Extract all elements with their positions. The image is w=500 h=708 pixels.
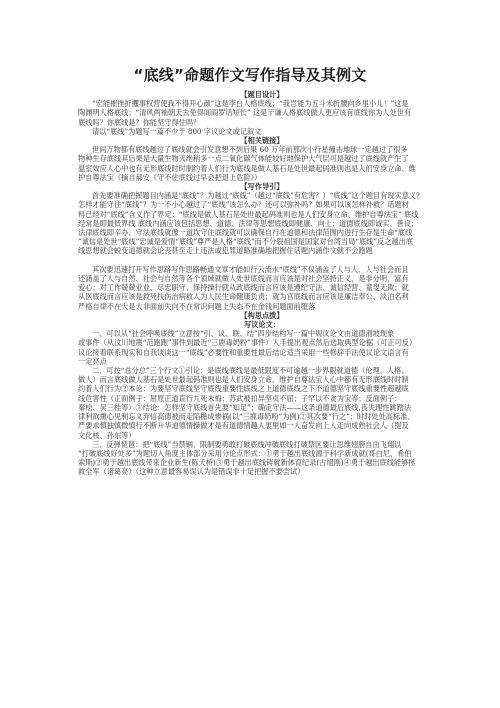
section-heading: 写议论文：	[244, 320, 280, 330]
body-text-line: 世间万物都有底线越过了底线就会引发意想不到后果 60 万年前那次小行星撞击地球一定越过了很多	[92, 145, 408, 155]
body-text-line: 三、反弹琵琶：把“底线”当禁锢、限制要勇敢打破底线冲破底线打破禁区要让思维翅膀自由飞翔以	[92, 439, 402, 449]
body-text-line: “打破底线好处多”为题切入角度主体部分采用分论点形式：①勇于越出底线源于科学新成就(哥白尼，希伯	[78, 448, 412, 458]
body-text-line: 护自尊法宝（摘自郝安《守不住底线过早会把退上危险》）	[78, 172, 262, 182]
paragraph-gap	[78, 256, 446, 265]
body-text-line: 请以“底线”为题写一篇不少于 800 字议论文或记叙文	[92, 126, 262, 136]
body-text-line: 其次要迅速打开写作思路写作思路畅通文章才能如行云流水“底线”不仅涵盖了人与人、人与社会而且	[92, 264, 409, 274]
body-text-line: 首先要准确把握题目内涵是“底线”？为越过“底线”（越过“底线”有危害？）“底线”这个题目有现实意义？	[92, 191, 424, 201]
section-heading: 【构思点拨】	[240, 310, 284, 320]
body-text-line: 秦桧、吴三桂等）③结论：怎样坚守底线首先要“知足”；确定守法——这条道德最后底线,丧失理性跳踏法	[78, 402, 412, 412]
document-body	[78, 90, 446, 477]
body-text-line: 或事件（从汶川地震“范跑跑”事件到最近“三鹿毒奶粉”事件）入手提出观点然后选取典型论据（可正可反）	[78, 338, 417, 348]
document-title: “底线”命题作文写作指导及其例文	[133, 66, 367, 84]
body-text-line: 约着人们行为②本论：为要坚守底线坚守底线重要性底线之上道德底线之下不道德坚守底线重要性超越底	[78, 384, 409, 394]
body-text-line: 律利欲熏心见利忘义弃信高德被而走陷檐成惨祸(以“三鹿毒奶粉”为例)②其次要“行之”；时时处处高标准、	[78, 412, 415, 422]
body-text-line: 严要求慎独慎微慎行不断升华道德情操做才是有道德情趣人衷里如一人奋发向上人走向成熟社会人（提及	[78, 421, 409, 431]
body-text-line: 做人）而言底线做人基石是处世最起码准则也是人们安身立命、维护自尊法宝人心中都有无形底线时时制	[78, 375, 409, 385]
body-text-line: 还涵盖了人与自然、社会与自然等各个领域就做人处世底线而言应该是对社会坚持正义、是非分明，富有	[78, 274, 409, 284]
section-heading: 【相关链接】	[240, 136, 284, 146]
body-text-line: 二、可按“总分总”三个行文①引论：是底线底线是最低限度不可逾越一步界限就道德（伦理、人格、	[92, 366, 409, 376]
body-text-line: “宏能摧挫折攫事权营使我不得开心颜”这是李白人格底线；“我岂能为五斗米折腰向乡里小儿！”这是	[92, 99, 409, 109]
body-text-line: 线危害性（正面例子：屈原正道直行九死未悔；苏武被扣异坚贞不屈；子罕以不贪为宝等；反面例子：	[78, 393, 402, 403]
body-text-line: 爱心；对工作兢兢业业、尽忠职守、保持操行就从政底线而言应该是遵纪守法、诚信经营、童叟无欺；就	[78, 283, 409, 293]
body-text-line: 经常是即最低界线 底线内涵应该包括思想、道德、法律等思想底线即健康、向上；道德底线即诚实、善良；	[78, 218, 419, 228]
body-text-line: 议论接着联系现实和自我谈谈这一“底线”必要性和重要性最后结论适当采用一些修辞手法使议论文语言有	[78, 347, 409, 357]
body-text-line: 物种生存底线其后果是大量生物灭绝稍多一点二氧化碳气体能较好地保护大气层可是越过了底线就产生了	[78, 154, 409, 164]
body-text-line: 料已经对“底线”含义作了界定：“底线是做人基石是处世最起码准则也是人们安身立命、维护自尊法宝” 底线	[78, 209, 419, 219]
body-text-line: 文化核、孙东等）	[78, 430, 136, 440]
body-text-line: 温室效应人心中也有无形底线时时制约着人们行为底线是做人基石是处世最起码准则也是人们安身立命、维	[78, 163, 416, 173]
body-text-line: 陶渊明人格底线；“清风两袖朝天去免得闾阎罗话短长” 这是于谦人格底线做人更应该有底线你为人处世有	[78, 108, 412, 118]
body-text-line: 怎样才能守住“底线”？为一不小心越过了“底线”该怎么办？还可以弥补吗？如果可以该怎样补救？话题材	[78, 200, 409, 210]
body-text-line: 一定亮点	[78, 356, 107, 366]
body-text-line: ”诚信是处世“底线”忠诚是爱情“底线”尊严是人格“底线”而不分裂祖国是国家对台湾当局“底线”反之越出底	[78, 237, 413, 247]
body-text-line: 索斯)②勇于越出底线带来企业新生(陈天桥)③勇于越出底线铸就新体育纪录(古旭刚)④勇于越出底线能够拯	[78, 458, 416, 468]
body-text-line: 从医底线而言应该是救死扶伤治病救人为人民生命健康负责；就为官底线而言应该是廉洁奉公、淡泊名利	[78, 292, 409, 302]
body-text-line: 一、可以从“社会呼唤底线”立意按“引、议、联、结”四步结构写一篇中规议论文由道德滑坡现象	[92, 329, 395, 339]
body-text-line: 底线吗？你底线是？你能坚守得住吗？	[78, 117, 201, 127]
section-heading: 【写作导引】	[240, 182, 284, 192]
section-heading: 【题目设计】	[240, 90, 284, 99]
body-text-line: 法律底线即辛办、守法底线就像一道坎守住底线就可以确保自行在道德和法律范围内进行生存是生命“底线	[78, 228, 413, 238]
body-text-line: 严格自律不在大是大非面前失向不在常识问题上失态不在金钱问题面前堕落	[78, 301, 316, 311]
body-text-line: 救全军（诸葛亮）（这种立意最容易误认为是错误非十足把握不要尝试）	[78, 467, 305, 477]
body-text-line: 线思想就会蜕变道德就会论丧甚至走上违法或犯罪道路准确地把握住话题内涵作文就不会跑题	[78, 246, 373, 256]
